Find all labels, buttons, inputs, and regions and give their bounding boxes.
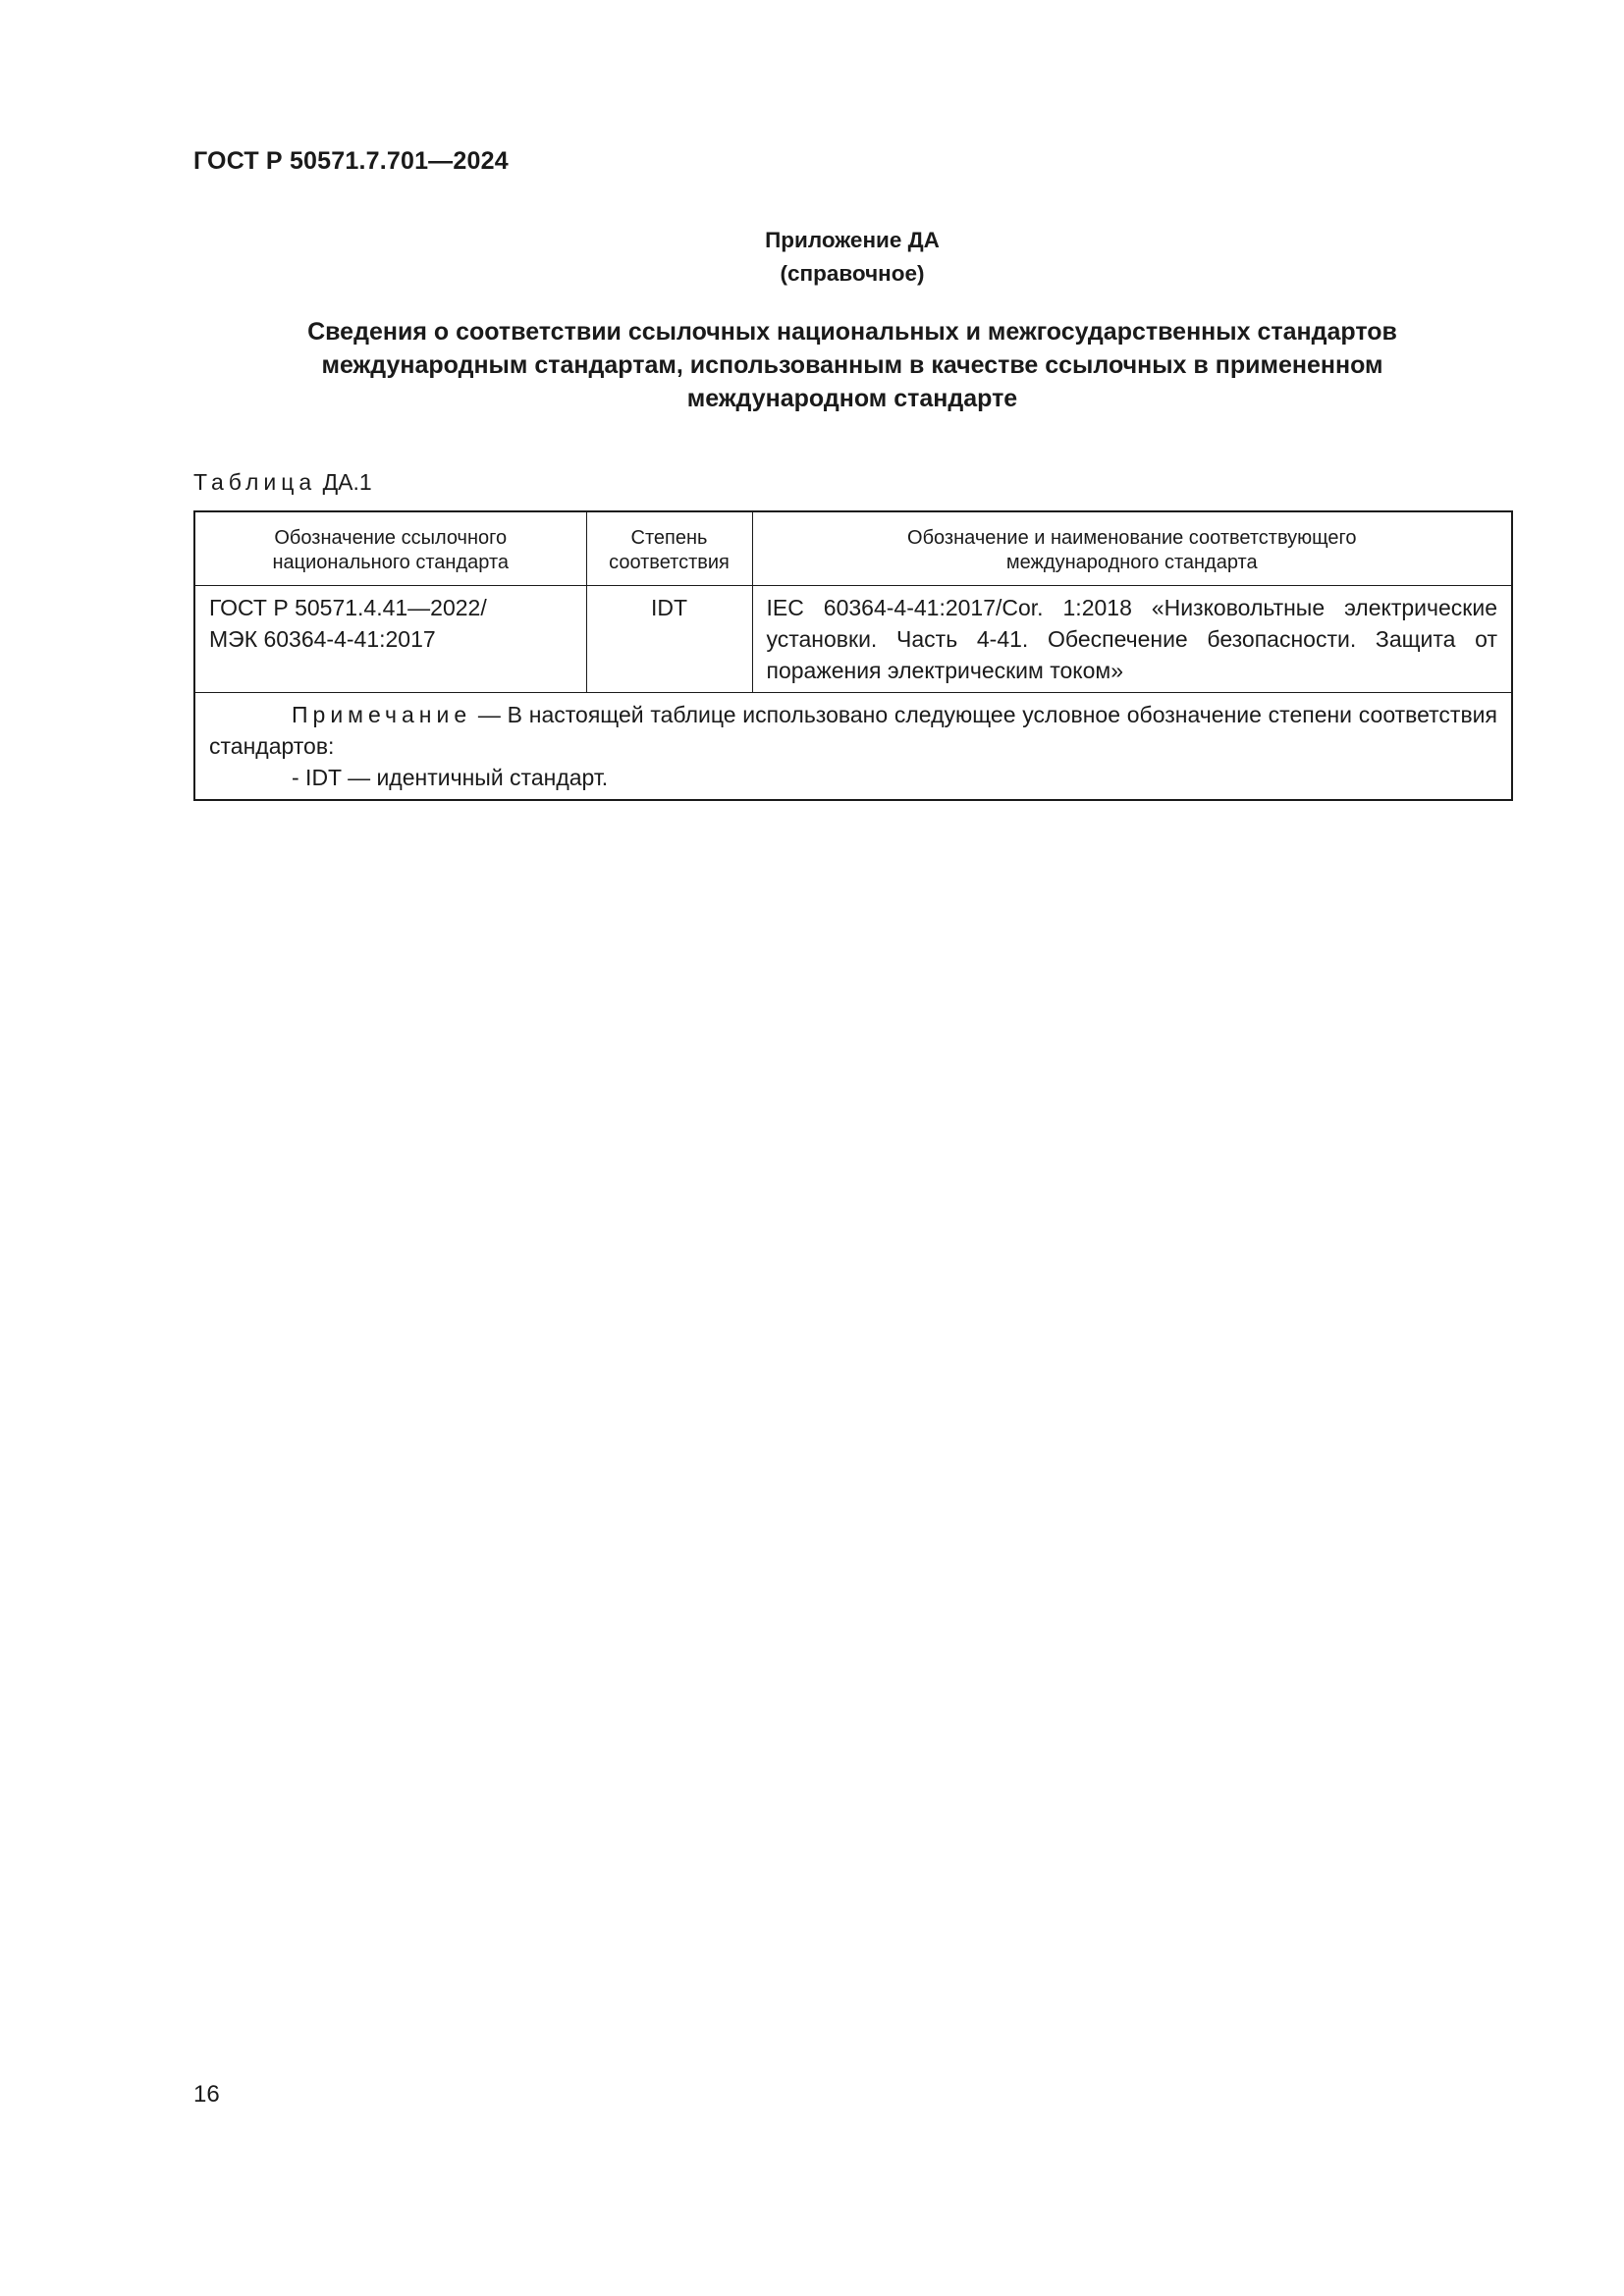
appendix-label: Приложение ДА [765, 228, 940, 252]
cell-text: ГОСТ Р 50571.4.41—2022/ [209, 595, 487, 620]
header-text: соответствия [609, 552, 730, 573]
appendix-heading [193, 224, 1511, 291]
correspondence-table [193, 510, 1513, 801]
cell-national-standard [194, 586, 586, 693]
header-text: Обозначение и наименование соответствующего [907, 527, 1357, 549]
header-degree [586, 511, 752, 586]
note-label: Примечание [292, 702, 472, 727]
table-caption-number: ДА.1 [322, 469, 372, 495]
table-caption-word: Таблица [193, 469, 317, 495]
header-national-standard [194, 511, 586, 586]
header-text: национального стандарта [272, 552, 510, 573]
appendix-title-line: международном стандарте [686, 385, 1018, 412]
table-header-row [194, 511, 1512, 586]
table-note-row [194, 693, 1512, 801]
appendix-kind: (справочное) [780, 261, 925, 286]
cell-degree: IDT [586, 586, 752, 693]
appendix-title-line: Сведения о соответствии ссылочных национальных и межгосударственных стандартов [307, 318, 1397, 346]
note-text [209, 699, 1497, 762]
header-text: международного стандарта [1005, 552, 1258, 573]
appendix-title-line: международным стандартам, использованным в качестве ссылочных в примененном [321, 351, 1383, 379]
table-row [194, 586, 1512, 693]
note-item: - IDT — идентичный стандарт. [292, 765, 609, 790]
table-note [194, 693, 1512, 801]
cell-text: МЭК 60364-4-41:2017 [209, 626, 436, 652]
page-number: 16 [193, 2081, 220, 2108]
document-number: ГОСТ Р 50571.7.701—2024 [193, 147, 509, 175]
table-caption [193, 469, 372, 496]
appendix-title [193, 315, 1511, 415]
header-text: Степень [630, 527, 708, 549]
note-body: — В настоящей таблице использовано следующее условное обозначение степени соответствия стандартов: [209, 702, 1497, 759]
header-international-standard [752, 511, 1512, 586]
header-text: Обозначение ссылочного [274, 527, 508, 549]
cell-international-standard: IEC 60364-4-41:2017/Cor. 1:2018 «Низковольтные электрические установки. Часть 4-41. Обеспечение безопасности. Защита от поражения электрическим током» [752, 586, 1512, 693]
